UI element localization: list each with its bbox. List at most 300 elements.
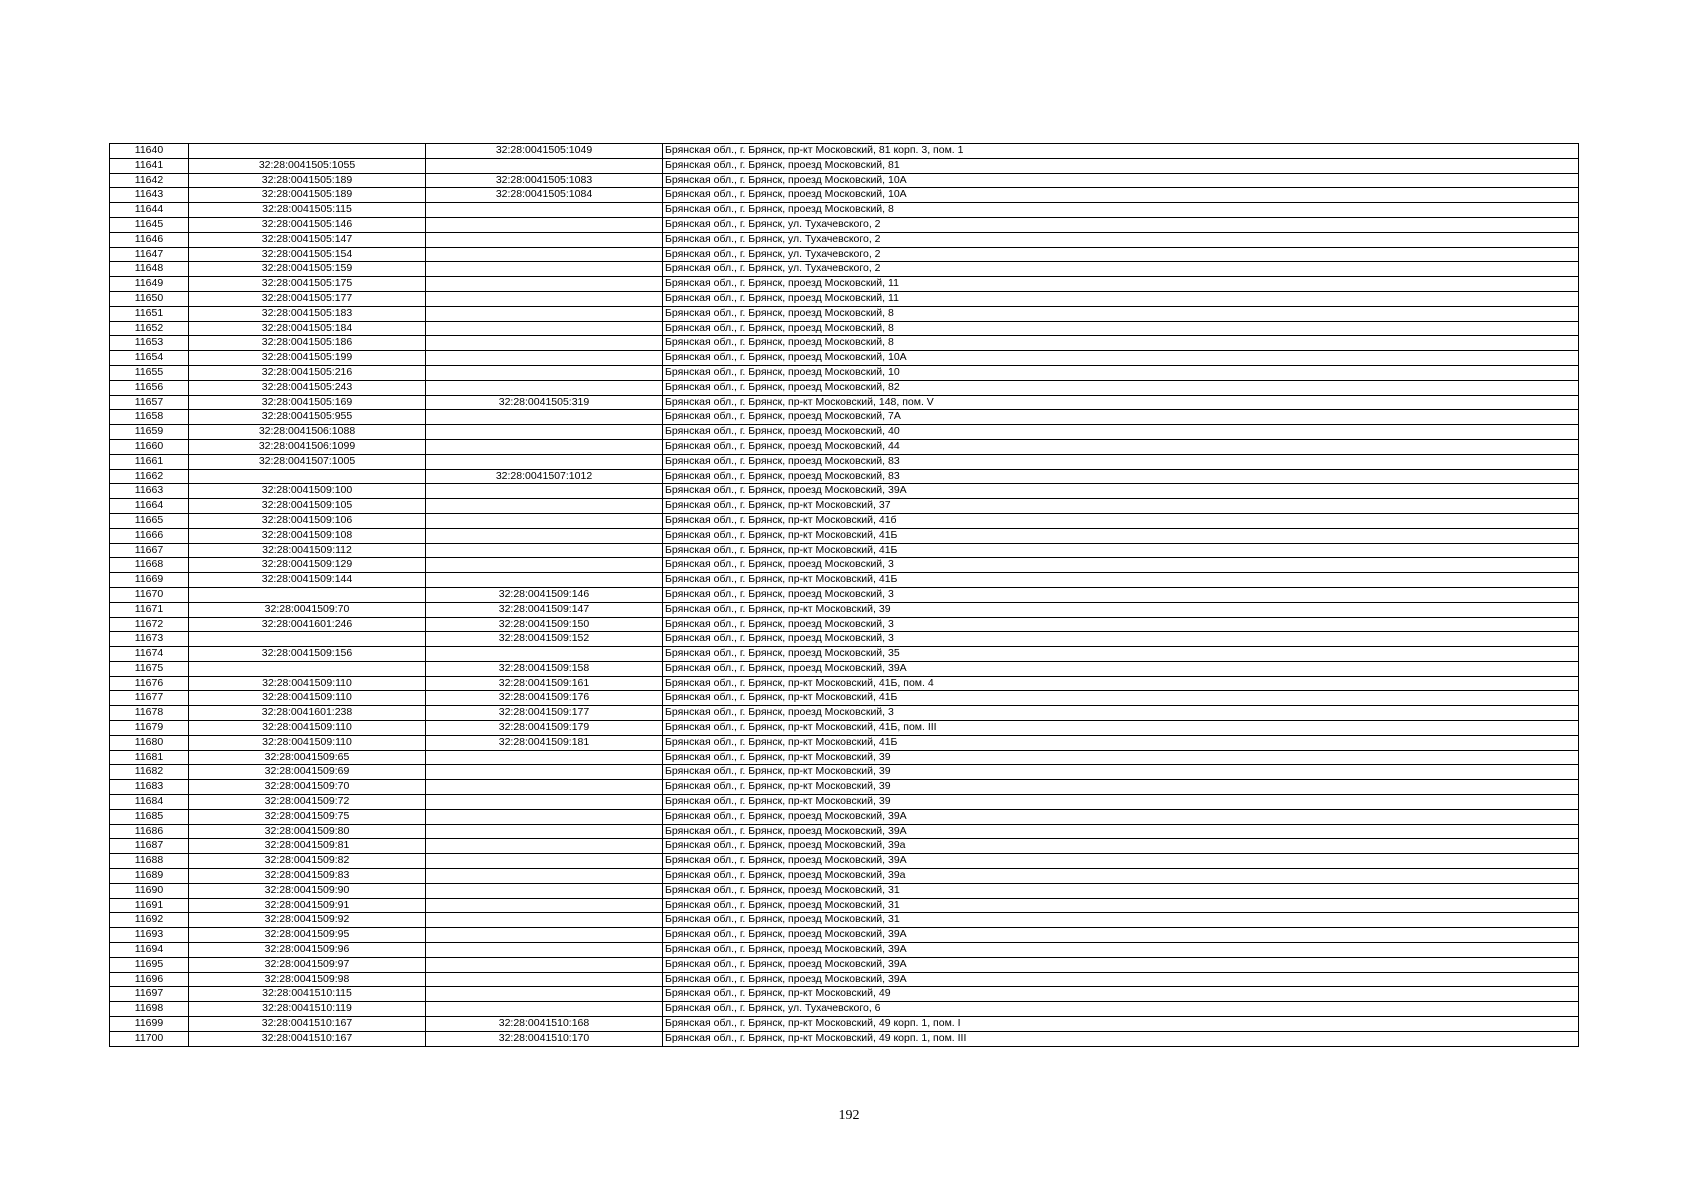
address-cell: Брянская обл., г. Брянск, проезд Московский, 39А [663,957,1579,972]
object-number-cell [426,365,663,380]
address-cell: Брянская обл., г. Брянск, пр-кт Московский, 49 корп. 1, пом. III [663,1031,1579,1046]
object-number-cell [426,1002,663,1017]
parcel-number-cell: 32:28:0041505:146 [189,217,426,232]
address-cell: Брянская обл., г. Брянск, ул. Тухачевского, 2 [663,217,1579,232]
table-row [110,425,1579,440]
object-number-cell: 32:28:0041507:1012 [426,469,663,484]
object-number-cell [426,750,663,765]
parcel-number-cell: 32:28:0041505:189 [189,188,426,203]
row-number-cell: 11685 [110,809,189,824]
object-number-cell [426,247,663,262]
registry-table-body [110,144,1579,1047]
address-cell: Брянская обл., г. Брянск, проезд Московский, 31 [663,913,1579,928]
table-row [110,262,1579,277]
table-row [110,957,1579,972]
object-number-cell: 32:28:0041505:1084 [426,188,663,203]
table-row [110,721,1579,736]
parcel-number-cell: 32:28:0041505:199 [189,351,426,366]
object-number-cell [426,291,663,306]
parcel-number-cell: 32:28:0041510:167 [189,1017,426,1032]
object-number-cell: 32:28:0041510:170 [426,1031,663,1046]
row-number-cell: 11697 [110,987,189,1002]
address-cell: Брянская обл., г. Брянск, проезд Московский, 3 [663,587,1579,602]
row-number-cell: 11659 [110,425,189,440]
parcel-number-cell: 32:28:0041509:92 [189,913,426,928]
row-number-cell: 11690 [110,883,189,898]
table-row [110,499,1579,514]
object-number-cell [426,454,663,469]
address-cell: Брянская обл., г. Брянск, проезд Московский, 8 [663,203,1579,218]
row-number-cell: 11682 [110,765,189,780]
row-number-cell: 11678 [110,706,189,721]
table-row [110,395,1579,410]
address-cell: Брянская обл., г. Брянск, пр-кт Московский, 39 [663,795,1579,810]
parcel-number-cell: 32:28:0041505:154 [189,247,426,262]
table-row [110,928,1579,943]
object-number-cell [426,513,663,528]
object-number-cell: 32:28:0041509:179 [426,721,663,736]
parcel-number-cell: 32:28:0041509:82 [189,854,426,869]
object-number-cell [426,883,663,898]
parcel-number-cell: 32:28:0041509:98 [189,972,426,987]
row-number-cell: 11657 [110,395,189,410]
address-cell: Брянская обл., г. Брянск, пр-кт Московский, 81 корп. 3, пом. 1 [663,144,1579,159]
object-number-cell [426,217,663,232]
address-cell: Брянская обл., г. Брянск, проезд Московский, 11 [663,291,1579,306]
row-number-cell: 11676 [110,676,189,691]
table-row [110,277,1579,292]
row-number-cell: 11689 [110,869,189,884]
object-number-cell: 32:28:0041509:150 [426,617,663,632]
address-cell: Брянская обл., г. Брянск, проезд Московский, 3 [663,706,1579,721]
address-cell: Брянская обл., г. Брянск, пр-кт Московский, 39 [663,765,1579,780]
object-number-cell [426,809,663,824]
parcel-number-cell: 32:28:0041505:159 [189,262,426,277]
row-number-cell: 11663 [110,484,189,499]
parcel-number-cell: 32:28:0041509:108 [189,528,426,543]
row-number-cell: 11699 [110,1017,189,1032]
object-number-cell [426,765,663,780]
table-row [110,617,1579,632]
parcel-number-cell: 32:28:0041505:169 [189,395,426,410]
address-cell: Брянская обл., г. Брянск, пр-кт Московский, 41Б [663,735,1579,750]
object-number-cell [426,306,663,321]
parcel-number-cell: 32:28:0041505:216 [189,365,426,380]
parcel-number-cell: 32:28:0041505:243 [189,380,426,395]
table-row [110,972,1579,987]
row-number-cell: 11658 [110,410,189,425]
address-cell: Брянская обл., г. Брянск, пр-кт Московский, 41Б, пом. III [663,721,1579,736]
table-row [110,158,1579,173]
object-number-cell [426,351,663,366]
table-row [110,869,1579,884]
parcel-number-cell: 32:28:0041509:129 [189,558,426,573]
address-cell: Брянская обл., г. Брянск, проезд Московский, 39а [663,839,1579,854]
parcel-number-cell [189,632,426,647]
address-cell: Брянская обл., г. Брянск, пр-кт Московский, 41Б [663,573,1579,588]
table-row [110,661,1579,676]
object-number-cell: 32:28:0041505:319 [426,395,663,410]
parcel-number-cell: 32:28:0041509:83 [189,869,426,884]
table-row [110,351,1579,366]
address-cell: Брянская обл., г. Брянск, проезд Московский, 39А [663,484,1579,499]
object-number-cell [426,158,663,173]
parcel-number-cell: 32:28:0041510:115 [189,987,426,1002]
object-number-cell: 32:28:0041509:147 [426,602,663,617]
parcel-number-cell: 32:28:0041509:100 [189,484,426,499]
row-number-cell: 11696 [110,972,189,987]
parcel-number-cell [189,144,426,159]
address-cell: Брянская обл., г. Брянск, пр-кт Московский, 41Б [663,528,1579,543]
object-number-cell [426,928,663,943]
parcel-number-cell: 32:28:0041505:115 [189,203,426,218]
parcel-number-cell: 32:28:0041505:184 [189,321,426,336]
address-cell: Брянская обл., г. Брянск, пр-кт Московский, 49 корп. 1, пом. I [663,1017,1579,1032]
row-number-cell: 11674 [110,647,189,662]
object-number-cell [426,336,663,351]
table-row [110,706,1579,721]
row-number-cell: 11650 [110,291,189,306]
table-row [110,513,1579,528]
row-number-cell: 11653 [110,336,189,351]
object-number-cell [426,854,663,869]
object-number-cell [426,484,663,499]
row-number-cell: 11665 [110,513,189,528]
parcel-number-cell: 32:28:0041509:110 [189,735,426,750]
table-row [110,173,1579,188]
address-cell: Брянская обл., г. Брянск, пр-кт Московский, 148, пом. V [663,395,1579,410]
table-row [110,883,1579,898]
table-row [110,380,1579,395]
parcel-number-cell: 32:28:0041509:65 [189,750,426,765]
object-number-cell [426,380,663,395]
table-row [110,558,1579,573]
table-row [110,291,1579,306]
table-row [110,750,1579,765]
row-number-cell: 11679 [110,721,189,736]
address-cell: Брянская обл., г. Брянск, проезд Московский, 39А [663,943,1579,958]
object-number-cell: 32:28:0041510:168 [426,1017,663,1032]
parcel-number-cell: 32:28:0041510:119 [189,1002,426,1017]
parcel-number-cell: 32:28:0041601:246 [189,617,426,632]
address-cell: Брянская обл., г. Брянск, проезд Московский, 10А [663,173,1579,188]
address-cell: Брянская обл., г. Брянск, проезд Московский, 83 [663,454,1579,469]
object-number-cell [426,321,663,336]
address-cell: Брянская обл., г. Брянск, проезд Московский, 35 [663,647,1579,662]
address-cell: Брянская обл., г. Брянск, пр-кт Московский, 39 [663,602,1579,617]
parcel-number-cell: 32:28:0041509:95 [189,928,426,943]
parcel-number-cell: 32:28:0041509:110 [189,691,426,706]
address-cell: Брянская обл., г. Брянск, пр-кт Московский, 39 [663,780,1579,795]
object-number-cell [426,425,663,440]
row-number-cell: 11673 [110,632,189,647]
parcel-number-cell: 32:28:0041509:91 [189,898,426,913]
row-number-cell: 11644 [110,203,189,218]
address-cell: Брянская обл., г. Брянск, проезд Московский, 39А [663,972,1579,987]
address-cell: Брянская обл., г. Брянск, проезд Московский, 39А [663,928,1579,943]
parcel-number-cell: 32:28:0041505:177 [189,291,426,306]
object-number-cell: 32:28:0041509:161 [426,676,663,691]
table-row [110,854,1579,869]
table-row [110,735,1579,750]
row-number-cell: 11694 [110,943,189,958]
object-number-cell [426,987,663,1002]
table-row [110,1031,1579,1046]
table-row [110,469,1579,484]
parcel-number-cell: 32:28:0041509:110 [189,676,426,691]
row-number-cell: 11656 [110,380,189,395]
address-cell: Брянская обл., г. Брянск, ул. Тухачевского, 2 [663,247,1579,262]
parcel-number-cell: 32:28:0041509:156 [189,647,426,662]
row-number-cell: 11646 [110,232,189,247]
table-row [110,943,1579,958]
address-cell: Брянская обл., г. Брянск, проезд Московский, 3 [663,558,1579,573]
parcel-number-cell: 32:28:0041505:183 [189,306,426,321]
table-row [110,587,1579,602]
table-row [110,780,1579,795]
parcel-number-cell: 32:28:0041505:955 [189,410,426,425]
row-number-cell: 11687 [110,839,189,854]
object-number-cell: 32:28:0041509:176 [426,691,663,706]
address-cell: Брянская обл., г. Брянск, проезд Московский, 81 [663,158,1579,173]
row-number-cell: 11669 [110,573,189,588]
table-row [110,454,1579,469]
row-number-cell: 11688 [110,854,189,869]
table-row [110,528,1579,543]
row-number-cell: 11645 [110,217,189,232]
table-row [110,306,1579,321]
object-number-cell [426,262,663,277]
table-row [110,543,1579,558]
table-row [110,484,1579,499]
parcel-number-cell: 32:28:0041509:106 [189,513,426,528]
row-number-cell: 11668 [110,558,189,573]
object-number-cell: 32:28:0041505:1083 [426,173,663,188]
parcel-number-cell: 32:28:0041505:1055 [189,158,426,173]
object-number-cell [426,499,663,514]
row-number-cell: 11695 [110,957,189,972]
parcel-number-cell: 32:28:0041505:186 [189,336,426,351]
object-number-cell: 32:28:0041509:152 [426,632,663,647]
address-cell: Брянская обл., г. Брянск, проезд Московский, 39а [663,869,1579,884]
parcel-number-cell: 32:28:0041509:69 [189,765,426,780]
parcel-number-cell: 32:28:0041509:81 [189,839,426,854]
object-number-cell: 32:28:0041509:181 [426,735,663,750]
address-cell: Брянская обл., г. Брянск, проезд Московский, 39А [663,661,1579,676]
parcel-number-cell: 32:28:0041509:90 [189,883,426,898]
row-number-cell: 11677 [110,691,189,706]
address-cell: Брянская обл., г. Брянск, проезд Московский, 83 [663,469,1579,484]
table-row [110,809,1579,824]
parcel-number-cell: 32:28:0041509:110 [189,721,426,736]
parcel-number-cell [189,661,426,676]
row-number-cell: 11691 [110,898,189,913]
row-number-cell: 11654 [110,351,189,366]
row-number-cell: 11641 [110,158,189,173]
table-row [110,203,1579,218]
table-row [110,188,1579,203]
row-number-cell: 11660 [110,439,189,454]
row-number-cell: 11640 [110,144,189,159]
object-number-cell [426,573,663,588]
object-number-cell [426,913,663,928]
address-cell: Брянская обл., г. Брянск, проезд Московский, 39А [663,824,1579,839]
row-number-cell: 11649 [110,277,189,292]
table-row [110,573,1579,588]
table-row [110,691,1579,706]
address-cell: Брянская обл., г. Брянск, проезд Московский, 8 [663,321,1579,336]
address-cell: Брянская обл., г. Брянск, пр-кт Московский, 41б [663,513,1579,528]
parcel-number-cell: 32:28:0041507:1005 [189,454,426,469]
parcel-number-cell: 32:28:0041509:70 [189,780,426,795]
row-number-cell: 11651 [110,306,189,321]
parcel-number-cell [189,469,426,484]
row-number-cell: 11648 [110,262,189,277]
table-row [110,647,1579,662]
row-number-cell: 11698 [110,1002,189,1017]
object-number-cell [426,543,663,558]
address-cell: Брянская обл., г. Брянск, проезд Московский, 31 [663,883,1579,898]
object-number-cell [426,898,663,913]
address-cell: Брянская обл., г. Брянск, пр-кт Московский, 49 [663,987,1579,1002]
parcel-number-cell: 32:28:0041505:175 [189,277,426,292]
row-number-cell: 11643 [110,188,189,203]
row-number-cell: 11655 [110,365,189,380]
address-cell: Брянская обл., г. Брянск, ул. Тухачевского, 6 [663,1002,1579,1017]
object-number-cell: 32:28:0041509:146 [426,587,663,602]
table-row [110,795,1579,810]
address-cell: Брянская обл., г. Брянск, проезд Московский, 40 [663,425,1579,440]
row-number-cell: 11686 [110,824,189,839]
row-number-cell: 11670 [110,587,189,602]
table-row [110,1017,1579,1032]
row-number-cell: 11661 [110,454,189,469]
table-row [110,232,1579,247]
table-row [110,247,1579,262]
object-number-cell [426,203,663,218]
row-number-cell: 11675 [110,661,189,676]
address-cell: Брянская обл., г. Брянск, пр-кт Московский, 37 [663,499,1579,514]
parcel-number-cell: 32:28:0041509:96 [189,943,426,958]
table-row [110,144,1579,159]
object-number-cell [426,528,663,543]
page-number: 192 [838,1108,860,1123]
table-row [110,676,1579,691]
table-row [110,410,1579,425]
row-number-cell: 11693 [110,928,189,943]
parcel-number-cell: 32:28:0041509:80 [189,824,426,839]
row-number-cell: 11652 [110,321,189,336]
parcel-number-cell: 32:28:0041509:105 [189,499,426,514]
row-number-cell: 11662 [110,469,189,484]
row-number-cell: 11692 [110,913,189,928]
address-cell: Брянская обл., г. Брянск, пр-кт Московский, 41Б [663,543,1579,558]
address-cell: Брянская обл., г. Брянск, пр-кт Московский, 41Б [663,691,1579,706]
address-cell: Брянская обл., г. Брянск, проезд Московский, 3 [663,617,1579,632]
parcel-number-cell: 32:28:0041509:70 [189,602,426,617]
address-cell: Брянская обл., г. Брянск, пр-кт Московский, 41Б, пом. 4 [663,676,1579,691]
parcel-number-cell [189,587,426,602]
row-number-cell: 11681 [110,750,189,765]
object-number-cell [426,839,663,854]
object-number-cell [426,647,663,662]
object-number-cell [426,972,663,987]
table-row [110,365,1579,380]
address-cell: Брянская обл., г. Брянск, пр-кт Московский, 39 [663,750,1579,765]
row-number-cell: 11683 [110,780,189,795]
parcel-number-cell: 32:28:0041509:97 [189,957,426,972]
row-number-cell: 11642 [110,173,189,188]
address-cell: Брянская обл., г. Брянск, проезд Московский, 10 [663,365,1579,380]
parcel-number-cell: 32:28:0041509:112 [189,543,426,558]
row-number-cell: 11680 [110,735,189,750]
object-number-cell [426,957,663,972]
object-number-cell [426,558,663,573]
object-number-cell: 32:28:0041505:1049 [426,144,663,159]
table-row [110,602,1579,617]
address-cell: Брянская обл., г. Брянск, проезд Московский, 3 [663,632,1579,647]
row-number-cell: 11684 [110,795,189,810]
parcel-number-cell: 32:28:0041505:189 [189,173,426,188]
object-number-cell [426,439,663,454]
object-number-cell [426,824,663,839]
address-cell: Брянская обл., г. Брянск, проезд Московский, 82 [663,380,1579,395]
row-number-cell: 11666 [110,528,189,543]
table-row [110,632,1579,647]
row-number-cell: 11700 [110,1031,189,1046]
address-cell: Брянская обл., г. Брянск, ул. Тухачевского, 2 [663,232,1579,247]
parcel-number-cell: 32:28:0041601:238 [189,706,426,721]
address-cell: Брянская обл., г. Брянск, проезд Московский, 39А [663,809,1579,824]
table-row [110,913,1579,928]
address-cell: Брянская обл., г. Брянск, ул. Тухачевского, 2 [663,262,1579,277]
row-number-cell: 11667 [110,543,189,558]
object-number-cell [426,943,663,958]
parcel-number-cell: 32:28:0041509:75 [189,809,426,824]
table-row [110,439,1579,454]
object-number-cell [426,780,663,795]
address-cell: Брянская обл., г. Брянск, проезд Московский, 8 [663,306,1579,321]
address-cell: Брянская обл., г. Брянск, проезд Московский, 8 [663,336,1579,351]
object-number-cell [426,277,663,292]
address-cell: Брянская обл., г. Брянск, проезд Московский, 10А [663,188,1579,203]
address-cell: Брянская обл., г. Брянск, проезд Московский, 11 [663,277,1579,292]
address-cell: Брянская обл., г. Брянск, проезд Московский, 7А [663,410,1579,425]
parcel-number-cell: 32:28:0041510:167 [189,1031,426,1046]
address-cell: Брянская обл., г. Брянск, проезд Московский, 31 [663,898,1579,913]
parcel-number-cell: 32:28:0041509:72 [189,795,426,810]
address-cell: Брянская обл., г. Брянск, проезд Московский, 44 [663,439,1579,454]
object-number-cell [426,410,663,425]
table-row [110,987,1579,1002]
parcel-number-cell: 32:28:0041506:1088 [189,425,426,440]
table-row [110,765,1579,780]
parcel-number-cell: 32:28:0041506:1099 [189,439,426,454]
table-row [110,321,1579,336]
table-row [110,1002,1579,1017]
table-row [110,824,1579,839]
parcel-number-cell: 32:28:0041509:144 [189,573,426,588]
object-number-cell [426,795,663,810]
table-row [110,336,1579,351]
row-number-cell: 11647 [110,247,189,262]
row-number-cell: 11672 [110,617,189,632]
row-number-cell: 11664 [110,499,189,514]
object-number-cell: 32:28:0041509:177 [426,706,663,721]
table-row [110,898,1579,913]
address-cell: Брянская обл., г. Брянск, проезд Московский, 10А [663,351,1579,366]
address-cell: Брянская обл., г. Брянск, проезд Московский, 39А [663,854,1579,869]
